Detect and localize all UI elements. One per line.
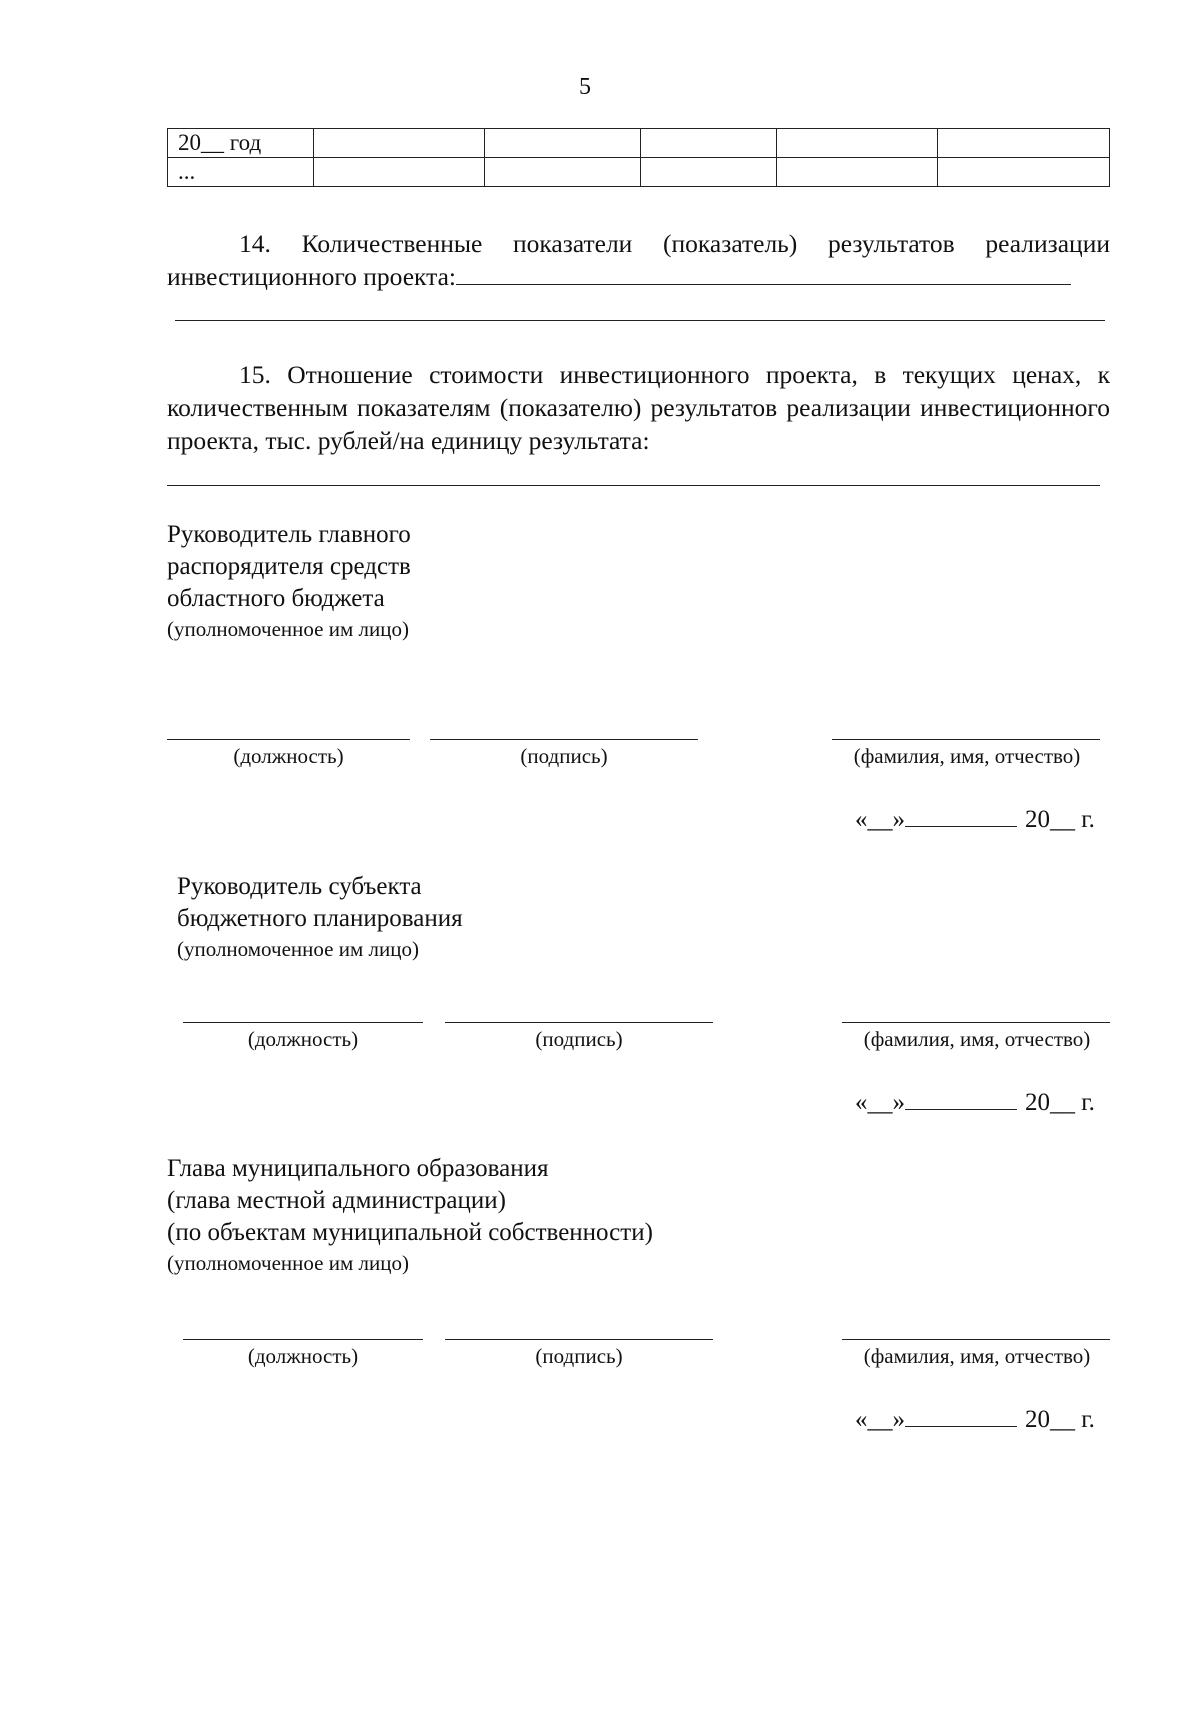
name-line: [842, 1022, 1110, 1023]
position-line: [183, 1339, 423, 1340]
position-line: [167, 739, 410, 740]
item-14: [167, 227, 1110, 293]
name-caption: (фамилия, имя, отчество): [863, 1344, 1091, 1368]
signatory-block-3: [167, 1153, 653, 1277]
table-cell: [314, 158, 485, 187]
data-table: [167, 128, 1110, 187]
table-cell: [485, 129, 641, 158]
item-15-fill-line: [167, 485, 1100, 486]
table-cell: [641, 129, 777, 158]
signatory-note: (уполномоченное им лицо): [177, 937, 419, 961]
table-cell-label: ...: [168, 158, 314, 187]
item-15-text: 15. Отношение стоимости инвестиционного проекта, в текущих ценах, к количественным показателям (показателю) результатов реализации инвестиционного проекта, тыс. рублей/на единицу результата:: [167, 360, 1110, 455]
signature-line: [430, 739, 698, 740]
table-row: [168, 158, 1110, 187]
date-month-line: [905, 1087, 1017, 1110]
name-caption: (фамилия, имя, отчество): [853, 744, 1081, 768]
page-number: 5: [579, 74, 591, 100]
table-cell: [641, 158, 777, 187]
signatory-title: Глава муниципального образования: [167, 1155, 549, 1182]
signatory-block-2: [177, 871, 463, 963]
position-line: [183, 1022, 423, 1023]
table-cell: [485, 158, 641, 187]
position-caption: (должность): [247, 1027, 359, 1051]
signatory-title: Руководитель субъекта: [177, 873, 422, 900]
signatory-title: (по объектам муниципальной собственности): [167, 1219, 653, 1246]
item-14-text: 14. Количественные показатели (показатель) результатов реализации инвестиционного проекта:: [167, 229, 1110, 291]
item-14-fill-line: [456, 284, 1071, 285]
item-14-extra-line: [175, 320, 1105, 321]
table-cell: [938, 129, 1110, 158]
table-row: [168, 129, 1110, 158]
date-year: 20__ г.: [1025, 1406, 1095, 1433]
signature-caption: (подпись): [535, 1344, 623, 1368]
name-line: [842, 1339, 1110, 1340]
signatory-title: областного бюджета: [167, 585, 385, 612]
signatory-title: Руководитель главного: [167, 521, 411, 548]
date-field: [855, 1087, 1095, 1117]
position-caption: (должность): [233, 744, 344, 768]
date-year: 20__ г.: [1025, 1089, 1095, 1116]
date-month-line: [905, 1404, 1017, 1427]
signatory-title: бюджетного планирования: [177, 905, 463, 932]
date-day: «__»: [855, 806, 905, 833]
signature-line: [445, 1339, 713, 1340]
signatory-note: (уполномоченное им лицо): [167, 1251, 409, 1275]
signatory-note: (уполномоченное им лицо): [167, 617, 409, 641]
date-field: [855, 804, 1095, 834]
signature-caption: (подпись): [520, 744, 608, 768]
date-year: 20__ г.: [1025, 806, 1095, 833]
date-field: [855, 1404, 1095, 1434]
signature-line: [445, 1022, 713, 1023]
signatory-title: распорядителя средств: [167, 553, 411, 580]
date-day: «__»: [855, 1089, 905, 1116]
table-cell-label: 20__ год: [168, 129, 314, 158]
table-cell: [777, 158, 938, 187]
name-caption: (фамилия, имя, отчество): [863, 1027, 1091, 1051]
item-15: [167, 358, 1110, 457]
table-cell: [938, 158, 1110, 187]
signatory-title: (глава местной администрации): [167, 1187, 506, 1214]
name-line: [832, 739, 1100, 740]
signature-caption: (подпись): [535, 1027, 623, 1051]
table-cell: [314, 129, 485, 158]
date-day: «__»: [855, 1406, 905, 1433]
date-month-line: [905, 804, 1017, 827]
position-caption: (должность): [247, 1344, 359, 1368]
signatory-block-1: [167, 519, 411, 643]
table-cell: [777, 129, 938, 158]
